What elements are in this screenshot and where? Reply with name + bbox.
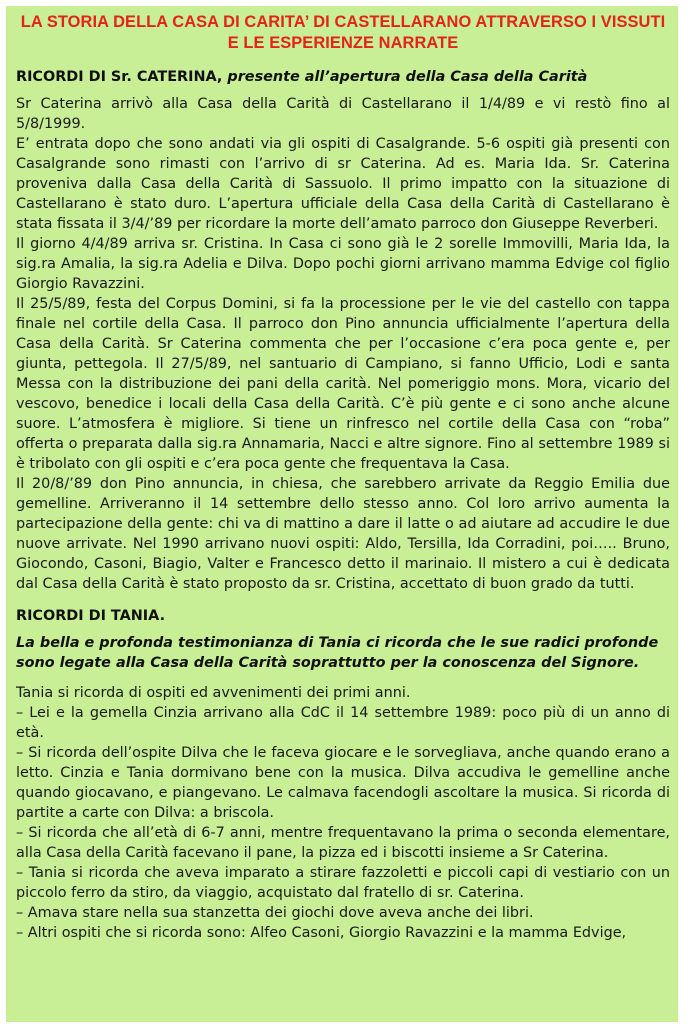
section-spacer: [16, 594, 670, 606]
section-heading-caterina-subtitle: presente all’apertura della Casa della Carità: [227, 69, 588, 85]
list-item: – Lei e la gemella Cinzia arrivano alla CdC il 14 settembre 1989: poco più di un anno di età.: [16, 705, 670, 741]
paragraph: Tania si ricorda di ospiti ed avvenimenti dei primi anni.: [16, 685, 411, 701]
paragraph: Il 20/8/’89 don Pino annuncia, in chiesa, che sarebbero arrivate da Reggio Emilia due gemelline. Arriveranno il 14 settembre dello stesso anno. Col loro arrivo aumenta la partecipazione della gente: chi va di mattino a dare il latte o ad aiutare ad accudire le due nuove arrivate. Nel 1990 arrivano nuovi ospiti: Aldo, Tersilla, Ida Corradini, poi….. Bruno, Giocondo, Casoni, Biagio, Valter e Francesco detto il marinaio. Il mistero a cui è dedicata dal Casa della Carità è stato proposto da sr. Cristina, accettato di buon grado da tutti.: [16, 476, 670, 592]
list-item: – Altri ospiti che si ricorda sono: Alfeo Casoni, Giorgio Ravazzini e la mamma Edvige,: [16, 925, 627, 941]
page-title: LA STORIA DELLA CASA DI CARITA’ DI CASTELLARANO ATTRAVERSO I VISSUTI E LE ESPERIENZE NARRATE: [20, 13, 666, 52]
paragraph: Il giorno 4/4/89 arriva sr. Cristina. In Casa ci sono già le 2 sorelle Immovilli, Maria Ida, la sig.ra Amalia, la sig.ra Adelia e Dilva. Dopo pochi giorni arrivano mamma Edvige col figlio Giorgio Ravazzini.: [16, 236, 670, 292]
section-heading-tania: RICORDI DI TANIA.: [16, 608, 166, 624]
list-item: – Amava stare nella sua stanzetta dei giochi dove aveva anche dei libri.: [16, 905, 534, 921]
paragraph: Sr Caterina arrivò alla Casa della Carità di Castellarano il 1/4/89 e vi restò fino al 5/8/1999.: [16, 96, 670, 132]
paragraph: E’ entrata dopo che sono andati via gli ospiti di Casalgrande. 5-6 ospiti già presenti con Casalgrande sono rimasti con l’arrivo di sr Caterina. Ad es. Maria Ida. Sr. Caterina proveniva dalla Casa della Carità di Sassuolo. Il primo impatto con la situazione di Castellarano è stato duro. L’apertura ufficiale della Casa della Carità di Castellarano è stata fissata il 3/4/’89 per ricordare la morte dell’amato parroco don Giuseppe Reverberi.: [16, 136, 670, 232]
section-heading-caterina: [16, 67, 670, 87]
section-intro-tania: La bella e profonda testimonianza di Tania ci ricorda che le sue radici profonde sono legate alla Casa della Carità soprattutto per la conoscenza del Signore.: [16, 635, 659, 671]
document-page: [6, 6, 678, 1022]
section-heading-caterina-label: RICORDI DI Sr. CATERINA,: [16, 69, 228, 85]
paragraph: Il 25/5/89, festa del Corpus Domini, si fa la processione per le vie del castello con tappa finale nel cortile della Casa. Il parroco don Pino annuncia ufficialmente l’apertura della Casa della Carità. Sr Caterina commenta che per l’occasione c’era poca gente e, per giunta, pettegola. Il 27/5/89, nel santuario di Campiano, si fanno Ufficio, Lodi e santa Messa con la distribuzione dei pani della carità. Nel pomeriggio mons. Mora, vicario del vescovo, benedice i locali della Casa della Carità. C’è più gente e ci sono anche alcune suore. L’atmosfera è migliore. Si tiene un rinfresco nel cortile della Casa con “roba” offerta o preparata dalla sig.ra Annamaria, Nacci e altre signore. Fino al settembre 1989 si è tribolato con gli ospiti e c’era poca gente che frequentava la Casa.: [16, 296, 670, 472]
section-body-caterina: [16, 94, 670, 594]
list-item: – Si ricorda che all’età di 6-7 anni, mentre frequentavano la prima o seconda elementare, alla Casa della Carità facevano il pane, la pizza ed i biscotti insieme a Sr Caterina.: [16, 825, 670, 861]
list-item: – Tania si ricorda che aveva imparato a stirare fazzoletti e piccoli capi di vestiario con un piccolo ferro da stiro, da viaggio, acquistato dal fratello di sr. Caterina.: [16, 865, 670, 901]
list-item: – Si ricorda dell’ospite Dilva che le faceva giocare e le sorvegliava, anche quando erano a letto. Cinzia e Tania dormivano bene con la musica. Dilva accudiva le gemelline anche quando giocavano, e piangevano. Le calmava facendogli ascoltare la musica. Si ricorda di partite a carte con Dilva: a briscola.: [16, 745, 670, 821]
section-body-tania: [16, 683, 670, 943]
